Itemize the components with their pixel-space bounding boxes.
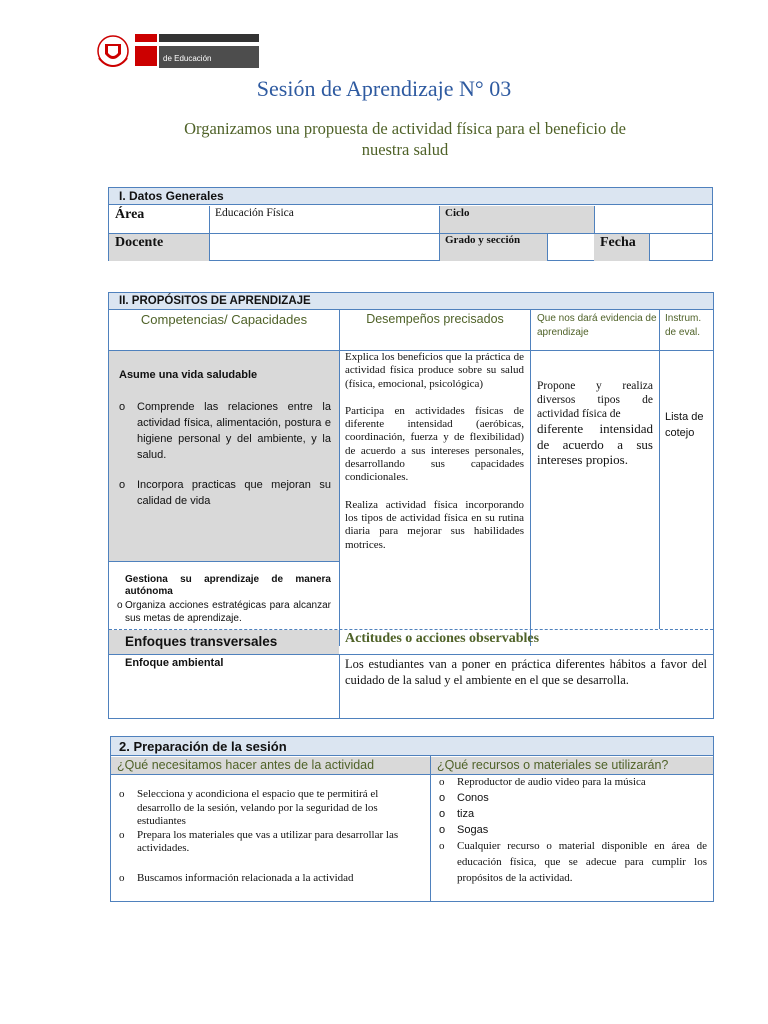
actitud-text: Los estudiantes van a poner en práctica diferentes hábitos a favor del cuidado de la salud y el ambiente en el que se desarrolla.	[345, 657, 707, 687]
propositos-table	[108, 292, 714, 719]
col-desempenos-header: Desempeños precisados	[366, 312, 504, 326]
col-evidencia-header: Que nos dará evidencia de aprendizaje	[537, 313, 657, 338]
page-title: Sesión de Aprendizaje N° 03	[256, 76, 512, 101]
ciclo-label: Ciclo	[445, 207, 470, 219]
preparacion-header: 2. Preparación de la sesión	[111, 737, 713, 756]
subtitle-line-2: nuestra salud	[361, 140, 449, 159]
instrumento-cell: Lista de cotejo	[665, 411, 704, 439]
antes-list	[115, 788, 423, 885]
grado-label: Grado y sección	[445, 234, 521, 246]
preparacion-table	[110, 736, 714, 902]
list-item: o Buscamos información relacionada a la actividad	[115, 872, 423, 886]
datos-generales-header: I. Datos Generales	[109, 188, 712, 205]
enfoque-ambiental: Enfoque ambiental	[125, 657, 224, 669]
datos-generales-table	[108, 187, 713, 261]
desempeno-3: Realiza actividad física incorporando los tipos de actividad física en su rutina diaria para mejorar sus habilidades motrices.	[345, 498, 524, 551]
list-item: o Incorpora practicas que mejoran su calidad de vida	[115, 477, 331, 509]
competencia-1-list	[115, 399, 331, 509]
evidencia-text-b: diferente intensidad de acuerdo a sus intereses propios.	[537, 421, 653, 467]
col-recursos-header: ¿Qué recursos o materiales se utilizarán?	[431, 757, 713, 774]
propositos-header: II. PROPÓSITOS DE APRENDIZAJE	[109, 293, 713, 310]
grado-value-field[interactable]	[547, 234, 595, 261]
list-item: o Sogas	[435, 822, 707, 838]
desempeno-2: Participa en actividades físicas de diferente intensidad (aeróbicas, coordinación, fuerza y de flexibilidad) de acuerdo a sus intereses personales, desarrollando sus capacidades condicionales.	[345, 404, 524, 484]
ministry-logo	[95, 32, 265, 72]
list-item: o Conos	[435, 790, 707, 806]
col-competencias-header: Competencias/ Capacidades	[140, 312, 308, 327]
col-instrum-header: Instrum. de eval.	[665, 313, 702, 338]
actitudes-header: Actitudes o acciones observables	[345, 631, 540, 646]
desempeno-1: Explica los beneficios que la práctica de actividad física produce sobre su salud (física, emocional, psicológica)	[345, 351, 524, 390]
list-item: o Comprende las relaciones entre la actividad física, alimentación, postura e higiene personal y del ambiente, y la salud.	[115, 399, 331, 463]
subtitle-line-1: Organizamos una propuesta de actividad física para el beneficio de	[184, 119, 626, 138]
list-item: o Cualquier recurso o material disponible en área de educación física, que se adecue para cumplir los propósitos de la actividad.	[435, 838, 707, 886]
session-subtitle	[100, 118, 710, 160]
evidencia-cell	[537, 379, 653, 468]
recursos-list	[435, 774, 707, 886]
docente-label: Docente	[115, 235, 164, 250]
evidencia-text-a: Propone y realiza diversos tipos de actividad física de	[537, 380, 653, 420]
area-label: Área	[115, 207, 145, 222]
list-item: o Selecciona y acondiciona el espacio que te permitirá el desarrollo de la sesión, velando por la seguridad de los estudiantes	[115, 788, 423, 829]
docente-value-field[interactable]	[210, 234, 439, 261]
peru-shield-icon	[95, 32, 131, 70]
area-value: Educación Física	[215, 207, 294, 219]
competencia-2-title: Gestiona su aprendizaje de manera autónoma	[125, 574, 331, 597]
enfoques-header: Enfoques transversales	[109, 630, 339, 654]
competencia-1-title: Asume una vida saludable	[119, 369, 258, 381]
col-antes-header: ¿Qué necesitamos hacer antes de la actividad	[111, 757, 430, 774]
competencia-2-item: o Organiza acciones estratégicas para alcanzar sus metas de aprendizaje.	[117, 600, 331, 624]
list-item: o Prepara los materiales que vas a utilizar para desarrollar las actividades.	[115, 829, 423, 856]
ciclo-value-field[interactable]	[594, 206, 712, 233]
list-item: o tiza	[435, 806, 707, 822]
list-item: o Reproductor de audio video para la música	[435, 774, 707, 790]
desempenos-cell	[345, 351, 524, 552]
ministry-label: de Educación	[163, 54, 212, 63]
fecha-label: Fecha	[600, 235, 636, 250]
fecha-value-field[interactable]	[650, 234, 712, 261]
